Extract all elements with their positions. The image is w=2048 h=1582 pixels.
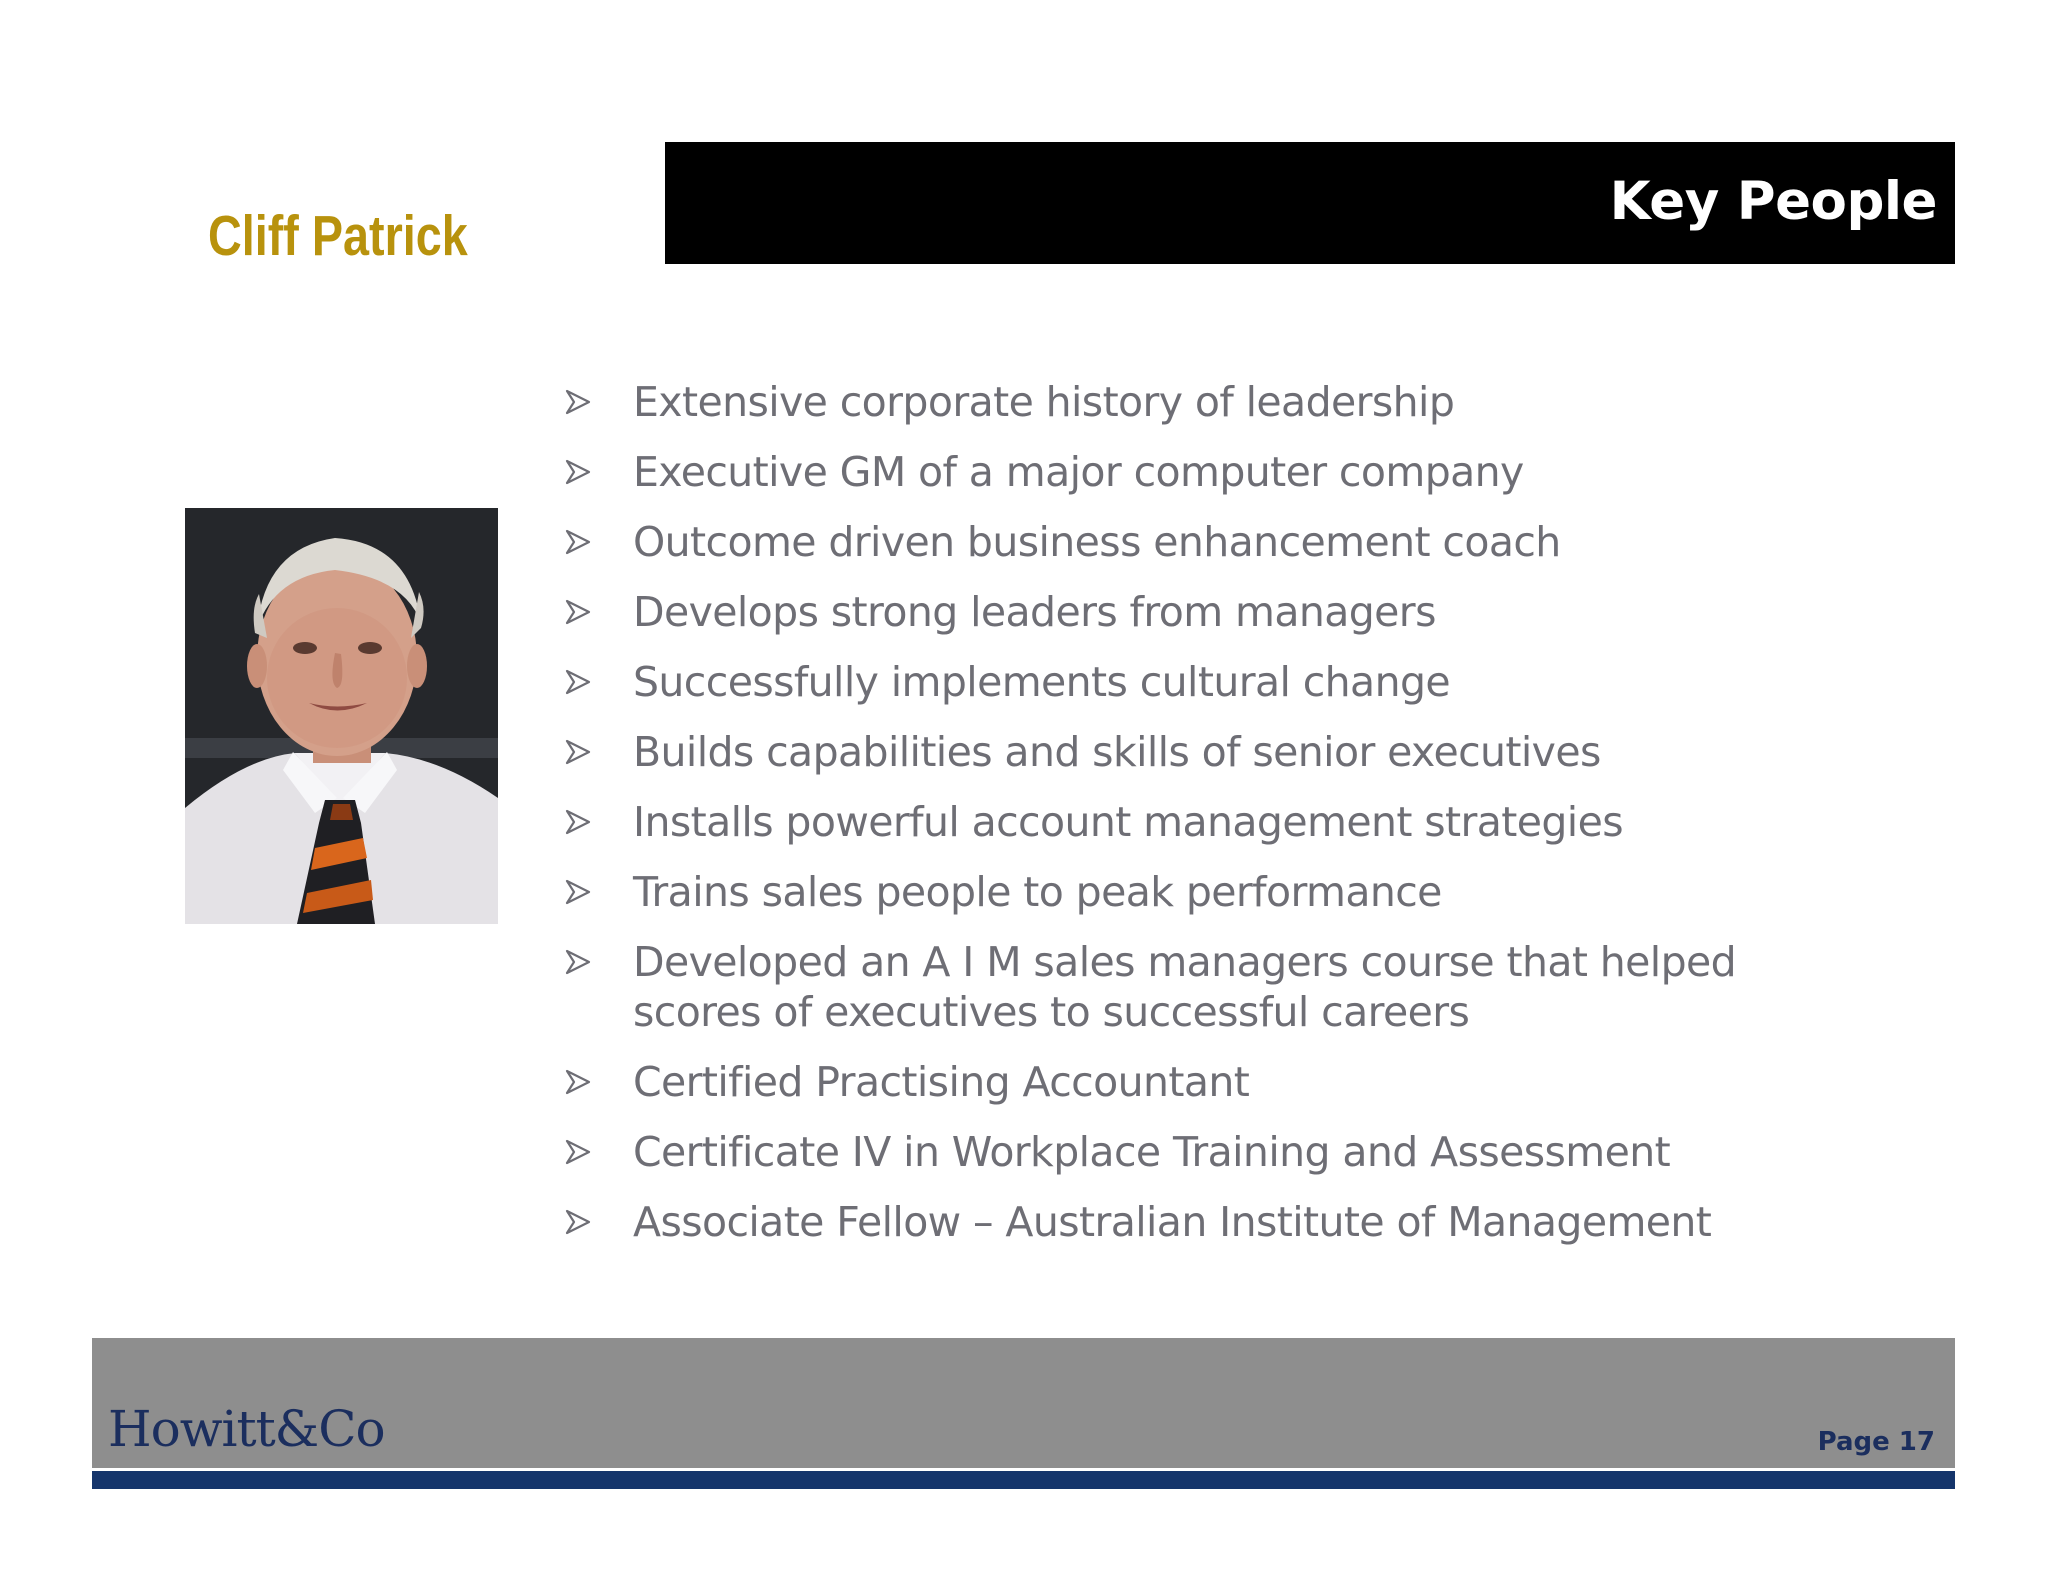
portrait-illustration: [185, 508, 498, 924]
portrait-photo: [185, 508, 498, 924]
page-title: Key People: [1609, 171, 1937, 232]
arrow-bullet-icon: [565, 517, 595, 567]
page-number: Page 17: [1817, 1427, 1935, 1457]
list-item: [565, 937, 1905, 1037]
bullet-text: Installs powerful account management strategies: [633, 798, 1623, 846]
arrow-bullet-icon: [565, 377, 595, 427]
bullet-text: Outcome driven business enhancement coach: [633, 518, 1561, 566]
list-item: [565, 447, 1905, 497]
list-item: [565, 1127, 1905, 1177]
list-item: [565, 1057, 1905, 1107]
bullet-text: Executive GM of a major computer company: [633, 448, 1524, 496]
bullet-text: Certificate IV in Workplace Training and Assessment: [633, 1128, 1671, 1176]
bullet-text: Trains sales people to peak performance: [633, 868, 1442, 916]
list-item: [565, 1197, 1905, 1247]
person-name: Cliff Patrick: [208, 204, 468, 268]
arrow-bullet-icon: [565, 1057, 595, 1107]
bullet-text: Developed an A I M sales managers course that helped scores of executives to successful careers: [633, 938, 1737, 1036]
arrow-bullet-icon: [565, 727, 595, 777]
list-item: [565, 587, 1905, 637]
arrow-bullet-icon: [565, 797, 595, 847]
list-item: [565, 657, 1905, 707]
bullet-text: Develops strong leaders from managers: [633, 588, 1436, 636]
bullet-text: Associate Fellow – Australian Institute of Management: [633, 1198, 1712, 1246]
arrow-bullet-icon: [565, 657, 595, 707]
title-bar: [665, 142, 1955, 264]
brand-logo: Howitt&Co: [108, 1400, 385, 1458]
list-item: [565, 797, 1905, 847]
list-item: [565, 727, 1905, 777]
arrow-bullet-icon: [565, 1127, 595, 1177]
list-item: [565, 517, 1905, 567]
bullet-list: [565, 377, 1905, 1267]
arrow-bullet-icon: [565, 937, 595, 987]
arrow-bullet-icon: [565, 1197, 595, 1247]
bullet-text: Extensive corporate history of leadership: [633, 378, 1455, 426]
arrow-bullet-icon: [565, 447, 595, 497]
bullet-text: Successfully implements cultural change: [633, 658, 1451, 706]
list-item: [565, 867, 1905, 917]
arrow-bullet-icon: [565, 867, 595, 917]
list-item: [565, 377, 1905, 427]
bullet-text: Builds capabilities and skills of senior executives: [633, 728, 1601, 776]
bullet-text: Certified Practising Accountant: [633, 1058, 1250, 1106]
footer-rule: [92, 1471, 1955, 1489]
arrow-bullet-icon: [565, 587, 595, 637]
